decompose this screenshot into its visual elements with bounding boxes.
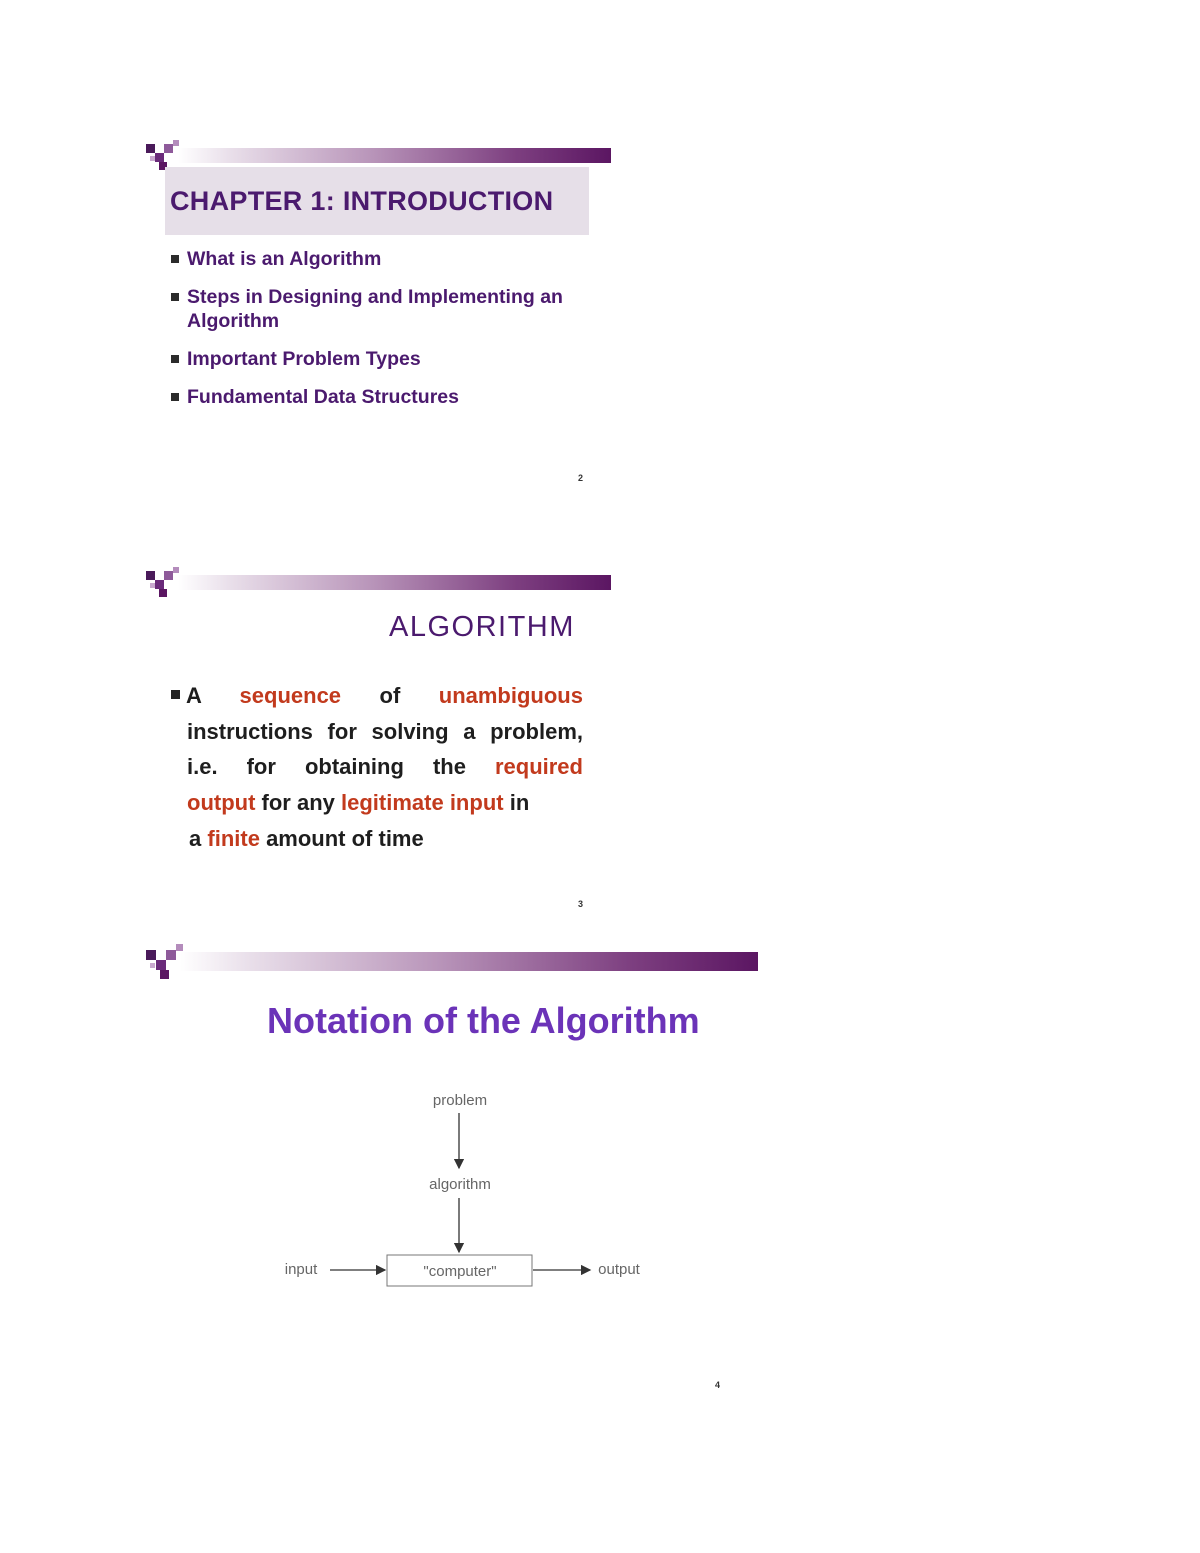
word: in xyxy=(509,789,530,815)
slide-logo-icon xyxy=(143,567,183,607)
computer-label: "computer" xyxy=(423,1263,497,1280)
page-number: 2 xyxy=(578,473,584,483)
highlight-word: unambiguous xyxy=(438,683,583,708)
slide-title: Notation of the Algorithm xyxy=(267,1000,700,1041)
highlight-word: legitimate input xyxy=(341,789,504,815)
word: of xyxy=(379,683,401,708)
algorithm-label: algorithm xyxy=(429,1176,491,1193)
definition-line xyxy=(171,749,583,785)
slide-title: CHAPTER 1: INTRODUCTION xyxy=(170,186,554,216)
highlight-word: finite xyxy=(207,826,260,851)
highlight-word: sequence xyxy=(239,683,342,708)
slide-header-bar xyxy=(180,952,758,971)
word: for xyxy=(246,754,276,779)
list-item: Steps in Designing and Implementing an Algorithm xyxy=(170,285,590,333)
list-item: Important Problem Types xyxy=(170,347,590,371)
algorithm-notation-diagram xyxy=(270,1080,670,1300)
word: A xyxy=(186,683,202,708)
slide-header-bar xyxy=(178,148,611,163)
page-number: 3 xyxy=(578,899,584,909)
definition-line xyxy=(171,678,583,714)
word: the xyxy=(432,754,466,779)
word: obtaining xyxy=(304,754,404,779)
definition-line xyxy=(189,826,424,852)
slide-header-bar xyxy=(178,575,611,590)
list-item: Fundamental Data Structures xyxy=(170,385,590,409)
word: i.e. xyxy=(187,754,218,779)
bullet-list xyxy=(170,247,590,423)
page-number: 4 xyxy=(715,1380,721,1390)
definition-text xyxy=(171,678,583,820)
slide-logo-icon xyxy=(143,944,183,984)
output-label: output xyxy=(598,1261,640,1278)
highlight-word: required xyxy=(494,754,583,779)
list-item: What is an Algorithm xyxy=(170,247,590,271)
bullet-square-icon xyxy=(171,690,180,699)
definition-line: instructions for solving a problem, xyxy=(187,718,583,744)
word: a xyxy=(189,826,202,851)
slide-title: ALGORITHM xyxy=(389,611,575,643)
problem-label: problem xyxy=(432,1092,488,1109)
word: for any xyxy=(261,789,335,815)
highlight-word: output xyxy=(187,789,256,815)
definition-line xyxy=(171,785,583,821)
input-label: input xyxy=(284,1261,318,1278)
word: amount of time xyxy=(266,826,424,851)
